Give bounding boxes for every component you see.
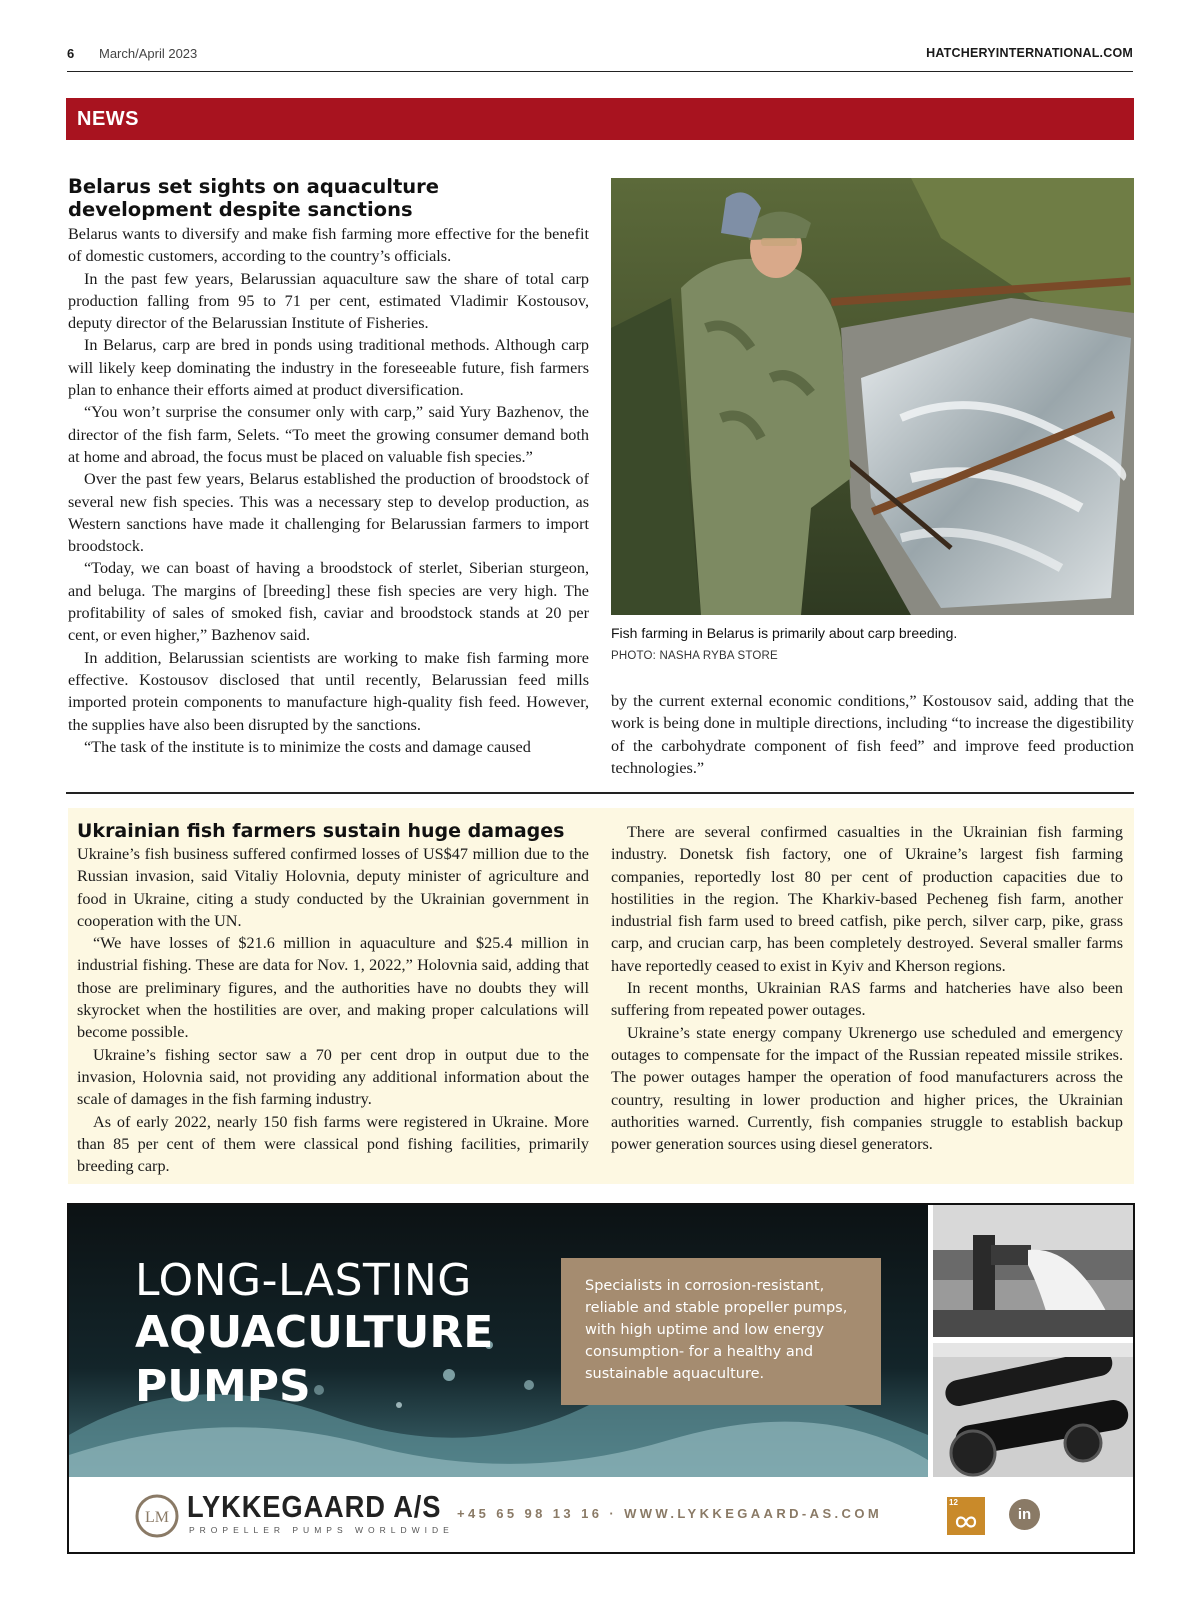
- article1-column2: [611, 690, 1134, 780]
- paragraph: As of early 2022, nearly 150 fish farms were registered in Ukraine. More than 85 per cent of them were classical pond fishing facilities, primarily breeding carp.: [77, 1112, 589, 1176]
- photo-credit: PHOTO: NASHA RYBA STORE: [611, 650, 778, 662]
- paragraph: Ukraine’s state energy company Ukrenergo use scheduled and emergency outages to compensate for the impact of the Russian repeated missile strikes. The power outages hamper the operation of food manufacturers across the country, resulting in lower production and higher prices, the Ukrainian authorities warned. Currently, fish companies struggle to establish backup power generation sources using diesel generators.: [611, 1023, 1123, 1154]
- ad-hero: [69, 1205, 928, 1477]
- paragraph: “The task of the institute is to minimize the costs and damage caused: [84, 737, 531, 756]
- paragraph: In addition, Belarussian scientists are working to make fish farming more effective. Kostousov disclosed that until recently, Belarussian feed mills imported protein components to manufacture high-quality fish feed. However, the supplies have also been disrupted by the sanctions.: [68, 648, 589, 734]
- ad-footer: [69, 1477, 1133, 1552]
- paragraph: In the past few years, Belarussian aquaculture saw the share of total carp production falling from 95 to 71 per cent, estimated Vladimir Kostousov, deputy director of the Belarussian Institute of Fisheries.: [68, 269, 589, 333]
- section-divider: [66, 792, 1134, 794]
- paragraph: Ukraine’s fishing sector saw a 70 per cent drop in output due to the invasion, Holovnia said, not providing any additional information about the scale of damages in the fish farming industry.: [77, 1045, 589, 1109]
- section-band: [66, 98, 1134, 140]
- fish-farm-photo: [611, 178, 1134, 615]
- paragraph: “Today, we can boast of having a broodstock of sterlet, Siberian sturgeon, and beluga. The margins of [breeding] these fish species are very high. The profitability of sales of smoked fish, caviar and broodstock stands at 20 per cent, or even higher,” Bazhenov said.: [68, 559, 589, 645]
- article2-column2: [611, 821, 1123, 1178]
- issue-date: March/April 2023: [99, 46, 198, 61]
- ad-photo-pump-outflow: [933, 1205, 1135, 1337]
- paragraph: Belarus wants to diversify and make fish farming more effective for the benefit of domestic customers, according to the country’s officials.: [68, 225, 589, 266]
- logo-initials: LM: [145, 1509, 169, 1526]
- site-url[interactable]: HATCHERYINTERNATIONAL.COM: [926, 46, 1133, 60]
- ad-title-line2: AQUACULTURE: [135, 1307, 494, 1358]
- page-header: [67, 46, 1133, 72]
- pump-pipes-image: [933, 1343, 1135, 1477]
- brand-name: LYKKEGAARD A/S: [187, 1489, 442, 1524]
- linkedin-icon[interactable]: in: [1009, 1499, 1040, 1530]
- sdg-number: 12: [949, 1498, 958, 1507]
- brand-subtitle: PROPELLER PUMPS WORLDWIDE: [189, 1525, 454, 1535]
- article1-photo: [611, 178, 1134, 615]
- pump-outflow-image: [933, 1205, 1135, 1337]
- page-number: 6: [67, 46, 75, 61]
- article1-headline: Belarus set sights on aquaculture development despite sanctions: [68, 175, 440, 221]
- paragraph: There are several confirmed casualties in the Ukrainian fish farming industry. Donetsk fish factory, one of Ukraine’s largest fish farming companies, reportedly lost 80 per cent of production capacities due to hostilities in the region. The Kharkiv-based Pecheneg fish farm, another industrial fish farm used to breed catfish, pike perch, silver carp, pike, grass carp, and crucian carp, has been completely destroyed. Several smaller farms have reportedly ceased to exist in Kyiv and Kherson regions.: [611, 823, 1123, 975]
- photo-caption: Fish farming in Belarus is primarily about carp breeding.: [611, 625, 958, 641]
- paragraph: In Belarus, carp are bred in ponds using traditional methods. Although carp will likely keep dominating the industry in the foreseeable future, fish farmers plan to enhance their efforts aimed at product diversification.: [68, 336, 589, 400]
- ad-contact[interactable]: +45 65 98 13 16 · WWW.LYKKEGAARD-AS.COM: [457, 1506, 883, 1521]
- advertisement[interactable]: [67, 1203, 1135, 1554]
- article1-column1: [68, 223, 589, 775]
- paragraph: Over the past few years, Belarus established the production of broodstock of several new fish species. This was a necessary step to develop production, as Western sanctions have made it challenging for Belarussian farmers to import broodstock.: [68, 470, 589, 556]
- sdg-12-icon: [947, 1497, 985, 1535]
- ad-photo-pump-pipes: [933, 1343, 1135, 1477]
- ad-tagline: Specialists in corrosion-resistant, reliable and stable propeller pumps, with high uptime and low energy consumption- for a healthy and sustainable aquaculture.: [561, 1258, 881, 1405]
- article2-headline: Ukrainian fish farmers sustain huge damages: [77, 820, 565, 842]
- paragraph: by the current external economic conditions,” Kostousov said, adding that the work is being done in multiple directions, including “to increase the digestibility of the carbohydrate component of fish feed” and improve feed production technologies.”: [611, 692, 1134, 777]
- ad-title-line1: LONG-LASTING: [135, 1255, 472, 1306]
- lykkegaard-logo-icon: [135, 1494, 179, 1543]
- paragraph: “We have losses of $21.6 million in aquaculture and $25.4 million in industrial fishing. These are data for Nov. 1, 2022,” Holovnia said, adding that those are preliminary figures, and the authorities have no doubts they will skyrocket when the hostilities are over, and making proper calculations will become possible.: [77, 934, 589, 1042]
- paragraph: Ukraine’s fish business suffered confirmed losses of US$47 million due to the Russian invasion, said Vitaliy Holovnia, deputy minister of agriculture and food in Ukraine, citing a study conducted by the Ukrainian government in cooperation with the UN.: [77, 845, 589, 930]
- section-label: NEWS: [77, 108, 139, 130]
- paragraph: In recent months, Ukrainian RAS farms and hatcheries have also been suffering from repeated power outages.: [611, 979, 1123, 1020]
- article2-column1: [77, 843, 589, 1178]
- ad-title-line3: PUMPS: [135, 1361, 311, 1412]
- paragraph: “You won’t surprise the consumer only with carp,” said Yury Bazhenov, the director of the fish farm, Selets. “To meet the growing consumer demand both at home and abroad, the focus must be placed on valuable fish species.”: [68, 403, 589, 466]
